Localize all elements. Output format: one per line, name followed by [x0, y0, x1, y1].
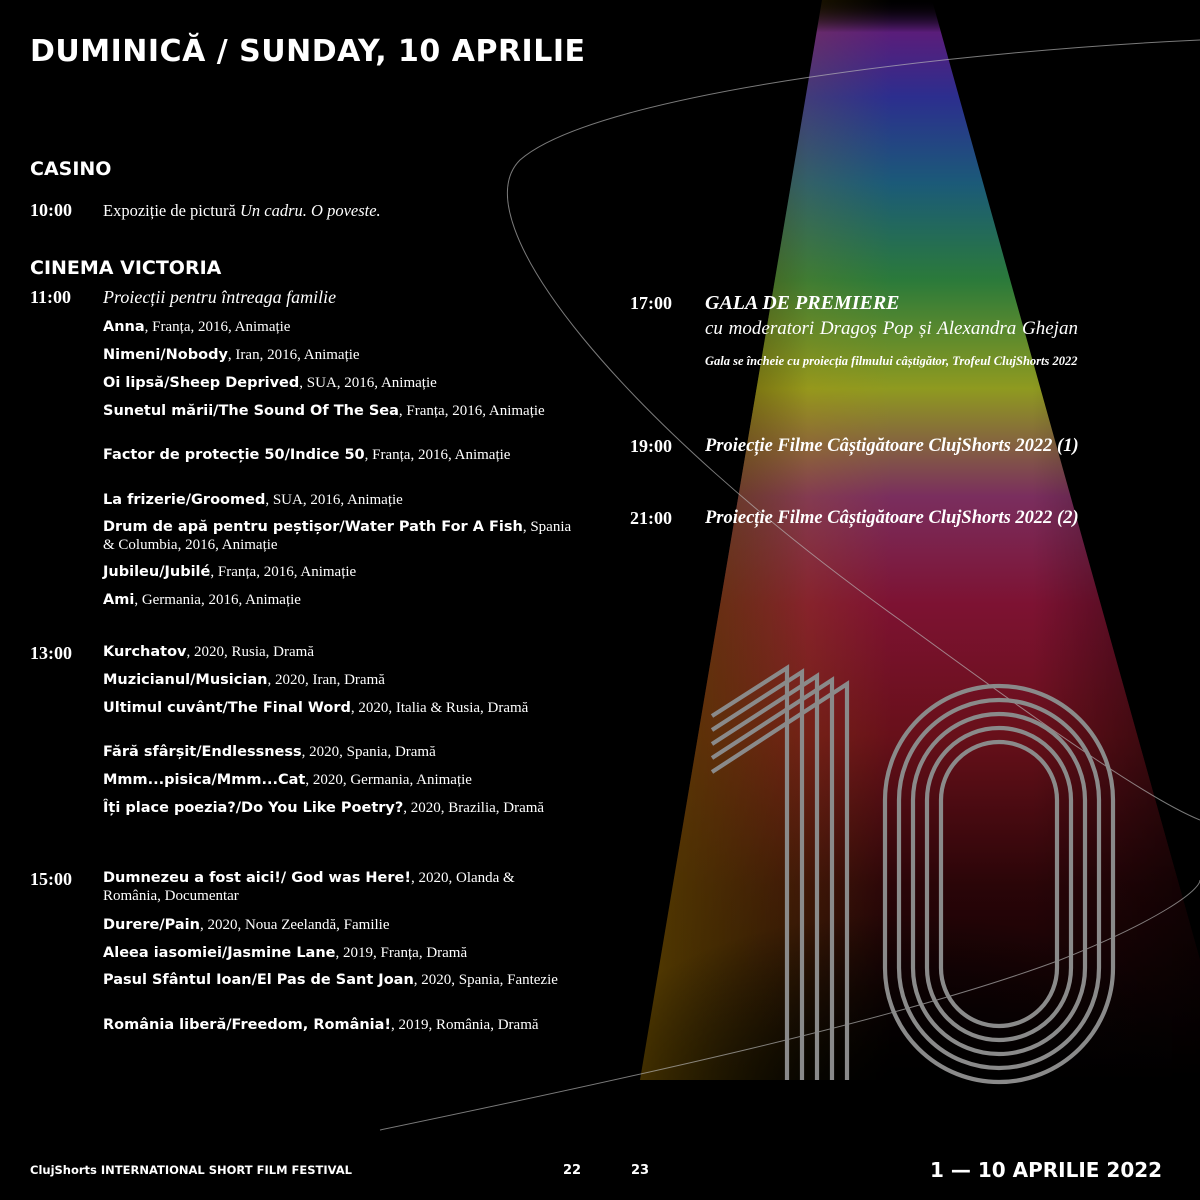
film-entry	[103, 869, 573, 905]
time-1300: 13:00	[30, 643, 72, 663]
film-details: , 2020, Spania, Fantezie	[413, 972, 558, 988]
film-details: , SUA, 2016, Animație	[299, 375, 437, 391]
casino-event: Expoziție de pictură Un cadru. O poveste.	[103, 201, 381, 220]
film-entry	[103, 491, 573, 509]
film-details: , Franța, 2016, Animație	[144, 319, 291, 335]
film-entry	[103, 563, 573, 581]
film-details: , 2020, Rusia, Dramă	[186, 644, 314, 660]
page-number-left: 22	[563, 1163, 582, 1178]
time-1100: 11:00	[30, 287, 72, 307]
film-entry	[103, 916, 573, 934]
film-details: , Germania, 2016, Animație	[134, 592, 301, 608]
film-title: Kurchatov	[103, 644, 187, 660]
film-details: , Franța, 2016, Animație	[398, 403, 545, 419]
film-entry	[103, 518, 573, 554]
casino-time: 10:00	[30, 200, 72, 220]
footer-festival-name: ClujShorts INTERNATIONAL SHORT FILM FESTIVAL	[30, 1163, 352, 1177]
film-title: Pasul Sfântul Ioan/El Pas de Sant Joan	[103, 972, 414, 988]
film-entry	[103, 971, 573, 989]
film-title: Mmm...pisica/Mmm...Cat	[103, 772, 306, 788]
film-details: , 2020, Noua Zeelandă, Familie	[199, 917, 390, 933]
film-title: Jubileu/Jubilé	[103, 564, 211, 580]
film-title: Anna	[103, 319, 145, 335]
film-title: România liberă/Freedom, România!	[103, 1017, 392, 1033]
film-details: , 2020, Spania, Dramă	[301, 744, 436, 760]
film-entry	[103, 771, 573, 789]
film-details: , Franța, 2016, Animație	[364, 447, 511, 463]
footer-festival-dates: 1 — 10 APRILIE 2022	[930, 1158, 1163, 1182]
film-details: , 2019, România, Dramă	[391, 1017, 539, 1033]
film-entry	[103, 591, 573, 609]
film-entry	[103, 446, 573, 464]
film-title: Factor de protecție 50/Indice 50	[103, 447, 365, 463]
casino-event-title: Un cadru. O poveste.	[240, 201, 381, 220]
film-title: Aleea iasomiei/Jasmine Lane	[103, 945, 336, 961]
film-title: Muzicianul/Musician	[103, 672, 268, 688]
gala-note: Gala se încheie cu proiecția filmului câștigător, Trofeul ClujShorts 2022	[705, 354, 1078, 368]
film-details: , 2020, Iran, Dramă	[267, 672, 385, 688]
film-entry	[103, 374, 573, 392]
gala-subtitle: cu moderatori Dragoș Pop și Alexandra Ghejan	[705, 318, 1078, 339]
film-title: Îți place poezia?/Do You Like Poetry?	[103, 800, 404, 816]
film-details: , 2020, Italia & Rusia, Dramă	[350, 700, 529, 716]
film-details: , 2020, Brazilia, Dramă	[403, 800, 545, 816]
screening-winners-1: Proiecție Filme Câștigătoare ClujShorts 2022 (1)	[705, 436, 1079, 456]
film-details: , 2020, Olanda & România, Documentar	[103, 870, 515, 904]
film-details: , Iran, 2016, Animație	[227, 347, 360, 363]
venue-cinema-victoria: CINEMA VICTORIA	[30, 257, 222, 279]
film-title: La frizerie/Groomed	[103, 492, 266, 508]
film-entry	[103, 743, 573, 761]
film-title: Nimeni/Nobody	[103, 347, 228, 363]
film-entry	[103, 1016, 573, 1034]
time-1700: 17:00	[630, 293, 672, 313]
film-title: Drum de apă pentru peștișor/Water Path For A Fish	[103, 519, 523, 535]
gala-title: GALA DE PREMIERE	[705, 292, 900, 314]
film-entry	[103, 318, 573, 336]
film-details: , Spania & Columbia, 2016, Animație	[103, 519, 572, 553]
film-details: , Franța, 2016, Animație	[210, 564, 357, 580]
film-entry	[103, 944, 573, 962]
film-title: Fără sfârșit/Endlessness	[103, 744, 302, 760]
film-entry	[103, 699, 573, 717]
page-number-right: 23	[631, 1163, 650, 1178]
film-title: Ami	[103, 592, 135, 608]
time-1900: 19:00	[630, 436, 672, 456]
time-1500: 15:00	[30, 869, 72, 889]
venue-casino: CASINO	[30, 158, 112, 180]
film-title: Durere/Pain	[103, 917, 200, 933]
film-title: Ultimul cuvânt/The Final Word	[103, 700, 351, 716]
film-details: , SUA, 2016, Animație	[265, 492, 403, 508]
film-title: Oi lipsă/Sheep Deprived	[103, 375, 300, 391]
film-entry	[103, 346, 573, 364]
screening-winners-2: Proiecție Filme Câștigătoare ClujShorts 2022 (2)	[705, 508, 1079, 528]
film-entry	[103, 671, 573, 689]
film-entry	[103, 799, 573, 817]
program-family: Proiecții pentru întreaga familie	[103, 287, 337, 307]
time-2100: 21:00	[630, 508, 672, 528]
film-entry	[103, 643, 573, 661]
film-details: , 2020, Germania, Animație	[305, 772, 472, 788]
film-entry	[103, 402, 573, 420]
film-title: Sunetul mării/The Sound Of The Sea	[103, 403, 399, 419]
page-title: DUMINICĂ / SUNDAY, 10 APRILIE	[30, 34, 586, 69]
film-title: Dumnezeu a fost aici!/ God was Here!	[103, 870, 411, 886]
film-details: , 2019, Franța, Dramă	[335, 945, 468, 961]
